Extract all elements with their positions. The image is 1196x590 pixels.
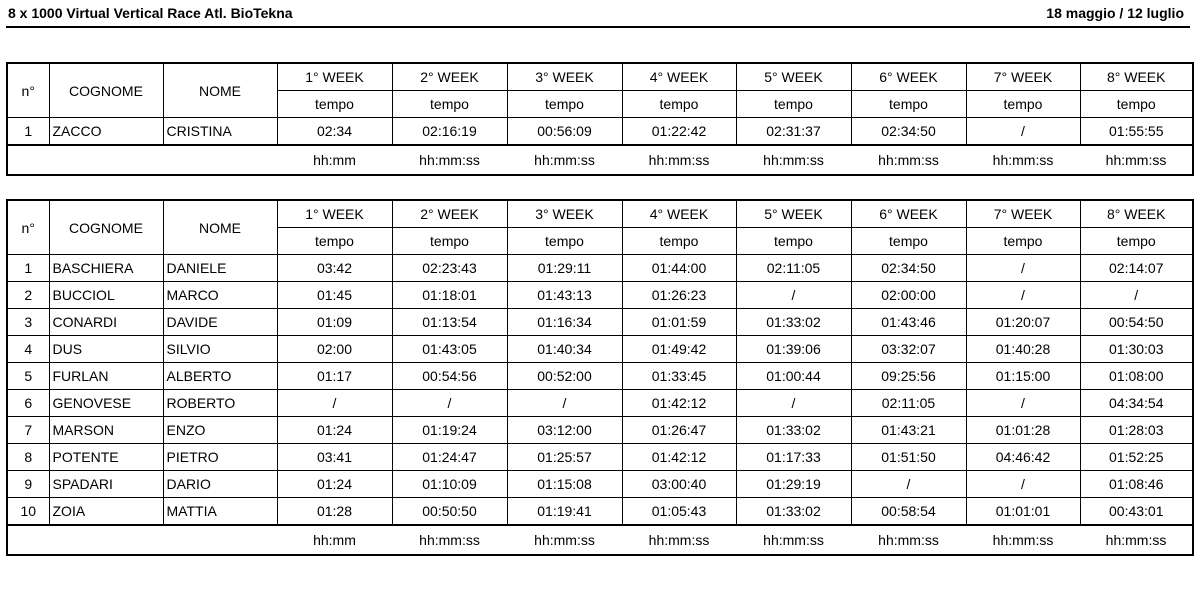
column-header-n: n° (7, 200, 49, 255)
units-spacer (49, 525, 163, 555)
cell-nome: MARCO (163, 282, 277, 309)
unit-label: hh:mm:ss (878, 532, 939, 548)
cell-time: 00:54:56 (392, 363, 507, 390)
cell-time: 01:25:57 (507, 444, 622, 471)
table-row (7, 471, 1193, 498)
column-subheader-tempo: tempo (851, 91, 966, 118)
cell-time: 01:40:28 (966, 336, 1080, 363)
cell-time: / (966, 390, 1080, 417)
cell-time: 01:05:43 (622, 498, 736, 526)
unit-label: hh:mm:ss (878, 152, 939, 168)
cell-nome: PIETRO (163, 444, 277, 471)
cell-n: 8 (7, 444, 49, 471)
column-header-week: 2° WEEK (392, 63, 507, 91)
column-header-week: 4° WEEK (622, 200, 736, 228)
cell-n: 1 (7, 118, 49, 146)
cell-time: 01:08:00 (1080, 363, 1193, 390)
cell-nome: ROBERTO (163, 390, 277, 417)
page-title: 8 x 1000 Virtual Vertical Race Atl. BioTekna (8, 5, 293, 21)
column-subheader-tempo: tempo (507, 228, 622, 255)
cell-time: 00:52:00 (507, 363, 622, 390)
cell-time: 00:58:54 (851, 498, 966, 526)
cell-time: 01:19:24 (392, 417, 507, 444)
unit-label: hh:mm:ss (648, 152, 710, 168)
cell-time: 01:45 (277, 282, 392, 309)
cell-time: 01:55:55 (1080, 118, 1193, 146)
column-subheader-tempo: tempo (736, 228, 851, 255)
cell-time: 01:42:12 (622, 444, 736, 471)
cell-time: 01:43:05 (392, 336, 507, 363)
column-header-week: 2° WEEK (392, 200, 507, 228)
cell-nome: DAVIDE (163, 309, 277, 336)
cell-time: 01:18:01 (392, 282, 507, 309)
cell-n: 3 (7, 309, 49, 336)
cell-time: / (1080, 282, 1193, 309)
table-row (7, 282, 1193, 309)
cell-time: / (851, 471, 966, 498)
cell-n: 2 (7, 282, 49, 309)
cell-time: 01:24:47 (392, 444, 507, 471)
cell-nome: CRISTINA (163, 118, 277, 146)
cell-cognome: CONARDI (49, 309, 163, 336)
unit-label: hh:mm:ss (992, 152, 1054, 168)
cell-time: 03:00:40 (622, 471, 736, 498)
cell-time: 01:33:02 (736, 309, 851, 336)
cell-time: 01:33:45 (622, 363, 736, 390)
cell-time: 01:43:21 (851, 417, 966, 444)
table-row (7, 336, 1193, 363)
cell-time: 01:10:09 (392, 471, 507, 498)
cell-time: / (966, 255, 1080, 282)
cell-time: 01:51:50 (851, 444, 966, 471)
date-range: 18 maggio / 12 luglio (1046, 5, 1184, 21)
column-subheader-tempo: tempo (277, 228, 392, 255)
cell-time: 01:49:42 (622, 336, 736, 363)
cell-time: 03:32:07 (851, 336, 966, 363)
cell-time: 01:33:02 (736, 417, 851, 444)
table-row (7, 390, 1193, 417)
column-header-nome: NOME (163, 200, 277, 255)
cell-cognome: BUCCIOL (49, 282, 163, 309)
column-header-week: 6° WEEK (851, 200, 966, 228)
cell-time: 00:43:01 (1080, 498, 1193, 526)
units-row (7, 145, 1193, 175)
cell-time: 01:39:06 (736, 336, 851, 363)
cell-time: 01:08:46 (1080, 471, 1193, 498)
cell-time: 01:17 (277, 363, 392, 390)
cell-time: 02:31:37 (736, 118, 851, 146)
column-header-week: 5° WEEK (736, 200, 851, 228)
units-spacer (163, 525, 277, 555)
cell-time: / (966, 471, 1080, 498)
column-header-n: n° (7, 63, 49, 118)
column-subheader-tempo: tempo (277, 91, 392, 118)
units-row (7, 525, 1193, 555)
page-header (6, 0, 1190, 28)
unit-label: hh:mm:ss (534, 152, 595, 168)
cell-time: 01:30:03 (1080, 336, 1193, 363)
cell-n: 4 (7, 336, 49, 363)
column-header-week: 7° WEEK (966, 200, 1080, 228)
cell-time: 01:16:34 (507, 309, 622, 336)
cell-time: 01:00:44 (736, 363, 851, 390)
cell-time: 03:12:00 (507, 417, 622, 444)
column-subheader-tempo: tempo (966, 228, 1080, 255)
cell-time: 01:22:42 (622, 118, 736, 146)
table-row (7, 309, 1193, 336)
cell-time: 01:42:12 (622, 390, 736, 417)
cell-time: 01:24 (277, 471, 392, 498)
column-subheader-tempo: tempo (622, 228, 736, 255)
cell-time: 02:11:05 (736, 255, 851, 282)
unit-label: hh:mm:ss (992, 532, 1054, 548)
cell-n: 1 (7, 255, 49, 282)
cell-nome: ALBERTO (163, 363, 277, 390)
cell-time: 09:25:56 (851, 363, 966, 390)
cell-time: 01:01:28 (966, 417, 1080, 444)
cell-n: 10 (7, 498, 49, 526)
cell-time: 02:11:05 (851, 390, 966, 417)
unit-label: hh:mm:ss (648, 532, 710, 548)
cell-time: 01:24 (277, 417, 392, 444)
unit-label: hh:mm (313, 152, 356, 168)
table-row (7, 498, 1193, 526)
cell-time: 01:33:02 (736, 498, 851, 526)
unit-label: hh:mm:ss (763, 532, 824, 548)
cell-time: 02:34 (277, 118, 392, 146)
column-subheader-tempo: tempo (851, 228, 966, 255)
cell-time: 01:19:41 (507, 498, 622, 526)
cell-n: 6 (7, 390, 49, 417)
column-header-cognome: COGNOME (49, 63, 163, 118)
cell-time: / (392, 390, 507, 417)
unit-label: hh:mm:ss (419, 152, 480, 168)
column-subheader-tempo: tempo (392, 228, 507, 255)
table-row (7, 118, 1193, 146)
column-subheader-tempo: tempo (622, 91, 736, 118)
cell-time: 02:14:07 (1080, 255, 1193, 282)
cell-time: 01:43:13 (507, 282, 622, 309)
cell-nome: MATTIA (163, 498, 277, 526)
column-header-week: 7° WEEK (966, 63, 1080, 91)
cell-time: 01:26:47 (622, 417, 736, 444)
cell-cognome: BASCHIERA (49, 255, 163, 282)
column-subheader-tempo: tempo (1080, 91, 1193, 118)
cell-time: 02:34:50 (851, 255, 966, 282)
cell-time: / (966, 282, 1080, 309)
cell-time: 01:01:59 (622, 309, 736, 336)
column-subheader-tempo: tempo (1080, 228, 1193, 255)
cell-time: 02:16:19 (392, 118, 507, 146)
cell-time: 01:17:33 (736, 444, 851, 471)
cell-cognome: ZOIA (49, 498, 163, 526)
cell-time: 02:00:00 (851, 282, 966, 309)
cell-cognome: POTENTE (49, 444, 163, 471)
unit-label: hh:mm:ss (534, 532, 595, 548)
cell-time: / (966, 118, 1080, 146)
cell-nome: DARIO (163, 471, 277, 498)
cell-time: 00:54:50 (1080, 309, 1193, 336)
table-row (7, 363, 1193, 390)
cell-nome: DANIELE (163, 255, 277, 282)
column-subheader-tempo: tempo (507, 91, 622, 118)
column-header-week: 3° WEEK (507, 63, 622, 91)
cell-cognome: DUS (49, 336, 163, 363)
units-spacer (49, 145, 163, 175)
cell-time: 02:34:50 (851, 118, 966, 146)
cell-time: 01:29:11 (507, 255, 622, 282)
cell-time: 01:40:34 (507, 336, 622, 363)
cell-n: 5 (7, 363, 49, 390)
unit-label: hh:mm:ss (419, 532, 480, 548)
cell-time: 01:01:01 (966, 498, 1080, 526)
cell-time: / (507, 390, 622, 417)
cell-time: 01:26:23 (622, 282, 736, 309)
table-row (7, 255, 1193, 282)
cell-time: 01:43:46 (851, 309, 966, 336)
cell-time: / (736, 282, 851, 309)
unit-label: hh:mm:ss (1105, 152, 1167, 168)
cell-time: 01:15:08 (507, 471, 622, 498)
column-header-cognome: COGNOME (49, 200, 163, 255)
cell-time: 01:44:00 (622, 255, 736, 282)
table-row (7, 444, 1193, 471)
cell-nome: SILVIO (163, 336, 277, 363)
unit-label: hh:mm (313, 532, 356, 548)
cell-time: 04:46:42 (966, 444, 1080, 471)
table-row (7, 417, 1193, 444)
cell-time: 00:56:09 (507, 118, 622, 146)
cell-time: / (736, 390, 851, 417)
cell-time: 04:34:54 (1080, 390, 1193, 417)
column-header-week: 4° WEEK (622, 63, 736, 91)
units-spacer (7, 525, 49, 555)
column-subheader-tempo: tempo (966, 91, 1080, 118)
women-results-table (6, 62, 1194, 176)
cell-time: / (277, 390, 392, 417)
cell-time: 01:13:54 (392, 309, 507, 336)
units-spacer (7, 145, 49, 175)
cell-cognome: FURLAN (49, 363, 163, 390)
men-results-table (6, 199, 1194, 556)
column-subheader-tempo: tempo (392, 91, 507, 118)
column-header-nome: NOME (163, 63, 277, 118)
cell-cognome: GENOVESE (49, 390, 163, 417)
cell-time: 03:42 (277, 255, 392, 282)
cell-time: 01:52:25 (1080, 444, 1193, 471)
header-row (7, 200, 1193, 228)
cell-time: 01:20:07 (966, 309, 1080, 336)
cell-cognome: SPADARI (49, 471, 163, 498)
cell-time: 00:50:50 (392, 498, 507, 526)
cell-time: 03:41 (277, 444, 392, 471)
cell-time: 01:15:00 (966, 363, 1080, 390)
cell-time: 01:28 (277, 498, 392, 526)
cell-time: 02:00 (277, 336, 392, 363)
cell-n: 9 (7, 471, 49, 498)
column-header-week: 3° WEEK (507, 200, 622, 228)
column-header-week: 5° WEEK (736, 63, 851, 91)
cell-time: 01:28:03 (1080, 417, 1193, 444)
cell-nome: ENZO (163, 417, 277, 444)
cell-cognome: MARSON (49, 417, 163, 444)
cell-time: 02:23:43 (392, 255, 507, 282)
unit-label: hh:mm:ss (763, 152, 824, 168)
column-header-week: 8° WEEK (1080, 200, 1193, 228)
cell-n: 7 (7, 417, 49, 444)
column-header-week: 1° WEEK (277, 63, 392, 91)
header-row (7, 63, 1193, 91)
cell-time: 01:09 (277, 309, 392, 336)
unit-label: hh:mm:ss (1105, 532, 1167, 548)
column-header-week: 6° WEEK (851, 63, 966, 91)
cell-cognome: ZACCO (49, 118, 163, 146)
cell-time: 01:29:19 (736, 471, 851, 498)
column-header-week: 1° WEEK (277, 200, 392, 228)
column-subheader-tempo: tempo (736, 91, 851, 118)
column-header-week: 8° WEEK (1080, 63, 1193, 91)
units-spacer (163, 145, 277, 175)
